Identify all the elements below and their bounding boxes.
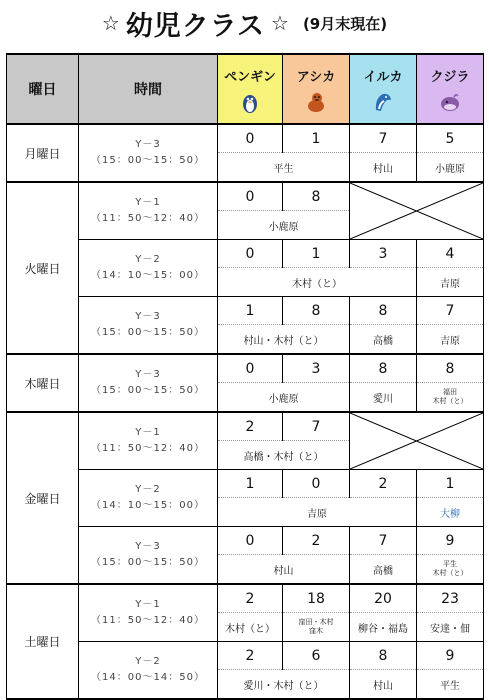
title-note: (9月末現在) bbox=[302, 14, 388, 33]
slot-code: Y－3 bbox=[135, 541, 161, 552]
slot-time: （11：50～12：40） bbox=[91, 615, 205, 626]
time-slot bbox=[79, 182, 218, 240]
count-cell: 5 bbox=[417, 124, 484, 153]
count-cell: 8 bbox=[350, 297, 417, 325]
teacher-cell: 吉原 bbox=[417, 268, 484, 297]
time-slot bbox=[79, 470, 218, 527]
day-cell-friday: 金曜日 bbox=[7, 412, 79, 584]
slot-time: （14：10～15：00） bbox=[91, 500, 205, 511]
teacher-cell: 木村（と） bbox=[218, 268, 417, 297]
count-cell: 1 bbox=[283, 124, 350, 153]
time-header: 時間 bbox=[79, 54, 218, 124]
count-cell: 1 bbox=[283, 240, 350, 268]
class-name: イルカ bbox=[363, 70, 403, 85]
teacher-cell: 平生 bbox=[417, 670, 484, 700]
count-cell: 7 bbox=[350, 124, 417, 153]
cross-mark-icon bbox=[350, 413, 483, 469]
table-row bbox=[7, 354, 484, 383]
count-cell: 1 bbox=[218, 470, 283, 498]
schedule-table bbox=[6, 53, 484, 700]
slot-time: （14：10～15：00） bbox=[91, 270, 205, 281]
no-class-cell bbox=[350, 182, 484, 240]
count-cell: 1 bbox=[218, 297, 283, 325]
count-cell: 0 bbox=[218, 240, 283, 268]
table-row bbox=[7, 527, 484, 555]
slot-time: （15：00～15：50） bbox=[91, 155, 205, 166]
class-header-sea-lion bbox=[283, 54, 350, 124]
count-cell: 0 bbox=[218, 527, 283, 555]
count-cell: 0 bbox=[218, 182, 283, 211]
teacher-cell: 高橋・木村（と） bbox=[218, 441, 350, 470]
count-cell: 3 bbox=[350, 240, 417, 268]
slot-code: Y－1 bbox=[135, 427, 161, 438]
table-row bbox=[7, 297, 484, 325]
teacher-cell: 小鹿原 bbox=[218, 383, 350, 413]
class-name: アシカ bbox=[296, 70, 336, 85]
slot-time: （14：00～14：50） bbox=[91, 672, 205, 683]
table-row bbox=[7, 584, 484, 613]
title-text: 幼児クラス bbox=[125, 10, 266, 42]
slot-time: （15：00～15：50） bbox=[91, 385, 205, 396]
count-cell: 8 bbox=[283, 297, 350, 325]
teacher-line: 福田 bbox=[443, 388, 457, 396]
count-cell: 3 bbox=[283, 354, 350, 383]
time-slot bbox=[79, 354, 218, 412]
time-slot bbox=[79, 642, 218, 700]
teacher-line: 窪田・木村 bbox=[298, 618, 334, 626]
teacher-cell: 高橋 bbox=[350, 325, 417, 355]
table-row bbox=[7, 240, 484, 268]
day-cell-thursday: 木曜日 bbox=[7, 354, 79, 412]
slot-time: （11：50～12：40） bbox=[91, 443, 205, 454]
slot-code: Y－3 bbox=[135, 311, 161, 322]
teacher-cell: 村山・木村（と） bbox=[218, 325, 350, 355]
teacher-cell bbox=[283, 613, 350, 642]
teacher-line: 窪木 bbox=[309, 627, 323, 635]
table-row bbox=[7, 412, 484, 441]
count-cell: 2 bbox=[350, 470, 417, 498]
no-class-cell bbox=[350, 412, 484, 470]
time-slot bbox=[79, 412, 218, 470]
teacher-cell: 村山 bbox=[350, 153, 417, 183]
time-slot bbox=[79, 240, 218, 297]
whale-icon bbox=[438, 90, 462, 114]
slot-code: Y－2 bbox=[135, 254, 161, 265]
teacher-cell: 安達・佃 bbox=[417, 613, 484, 642]
teacher-cell: 吉原 bbox=[417, 325, 484, 355]
star-icon: ☆ bbox=[101, 11, 120, 35]
count-cell: 0 bbox=[218, 124, 283, 153]
count-cell: 1 bbox=[417, 470, 484, 498]
class-header-penguin bbox=[218, 54, 283, 124]
count-cell: 7 bbox=[350, 527, 417, 555]
count-cell: 0 bbox=[283, 470, 350, 498]
page-title bbox=[0, 4, 489, 42]
teacher-cell bbox=[417, 383, 484, 413]
class-name: クジラ bbox=[430, 70, 470, 85]
teacher-cell bbox=[417, 555, 484, 585]
count-cell: 7 bbox=[283, 412, 350, 441]
teacher-cell: 村山 bbox=[218, 555, 350, 585]
teacher-cell: 高橋 bbox=[350, 555, 417, 585]
count-cell: 4 bbox=[417, 240, 484, 268]
slot-time: （11：50～12：40） bbox=[91, 213, 205, 224]
sea-lion-icon bbox=[304, 90, 328, 114]
count-cell: 8 bbox=[350, 354, 417, 383]
slot-code: Y－2 bbox=[135, 656, 161, 667]
count-cell: 8 bbox=[417, 354, 484, 383]
count-cell: 6 bbox=[283, 642, 350, 670]
table-row bbox=[7, 124, 484, 153]
class-header-whale bbox=[417, 54, 484, 124]
table-row bbox=[7, 470, 484, 498]
time-slot bbox=[79, 297, 218, 355]
teacher-cell: 愛川・木村（と） bbox=[218, 670, 350, 700]
count-cell: 23 bbox=[417, 584, 484, 613]
class-header-dolphin bbox=[350, 54, 417, 124]
teacher-cell: 小鹿原 bbox=[417, 153, 484, 183]
count-cell: 20 bbox=[350, 584, 417, 613]
class-name: ペンギン bbox=[224, 70, 276, 85]
cross-mark-icon bbox=[350, 183, 483, 239]
time-slot bbox=[79, 584, 218, 642]
time-slot bbox=[79, 124, 218, 182]
header-row bbox=[7, 54, 484, 124]
teacher-cell: 愛川 bbox=[350, 383, 417, 413]
count-cell: 9 bbox=[417, 527, 484, 555]
day-header: 曜日 bbox=[7, 54, 79, 124]
teacher-cell: 平生 bbox=[218, 153, 350, 183]
teacher-line: 木村（と） bbox=[432, 397, 468, 405]
slot-code: Y－2 bbox=[135, 484, 161, 495]
teacher-cell: 小鹿原 bbox=[218, 211, 350, 240]
count-cell: 0 bbox=[218, 354, 283, 383]
table-row bbox=[7, 182, 484, 211]
day-cell-tuesday: 火曜日 bbox=[7, 182, 79, 354]
dolphin-icon bbox=[371, 90, 395, 114]
slot-code: Y－1 bbox=[135, 599, 161, 610]
slot-code: Y－1 bbox=[135, 197, 161, 208]
count-cell: 2 bbox=[218, 584, 283, 613]
teacher-cell: 柳谷・福島 bbox=[350, 613, 417, 642]
count-cell: 7 bbox=[417, 297, 484, 325]
slot-code: Y－3 bbox=[135, 369, 161, 380]
teacher-cell: 大柳 bbox=[417, 498, 484, 527]
time-slot bbox=[79, 527, 218, 585]
count-cell: 8 bbox=[350, 642, 417, 670]
day-cell-monday: 月曜日 bbox=[7, 124, 79, 182]
star-icon: ☆ bbox=[271, 11, 289, 35]
slot-code: Y－3 bbox=[135, 139, 161, 150]
slot-time: （15：00～15：50） bbox=[91, 557, 205, 568]
count-cell: 9 bbox=[417, 642, 484, 670]
count-cell: 18 bbox=[283, 584, 350, 613]
count-cell: 2 bbox=[218, 642, 283, 670]
table-row bbox=[7, 642, 484, 670]
day-cell-saturday: 土曜日 bbox=[7, 584, 79, 699]
slot-time: （15：00～15：50） bbox=[91, 327, 205, 338]
count-cell: 2 bbox=[218, 412, 283, 441]
count-cell: 2 bbox=[283, 527, 350, 555]
teacher-line: 平生 bbox=[443, 560, 457, 568]
teacher-cell: 吉原 bbox=[218, 498, 417, 527]
count-cell: 8 bbox=[283, 182, 350, 211]
teacher-cell: 村山 bbox=[350, 670, 417, 700]
teacher-cell: 木村（と） bbox=[218, 613, 283, 642]
penguin-icon bbox=[238, 90, 262, 114]
teacher-line: 木村（と） bbox=[432, 569, 468, 577]
